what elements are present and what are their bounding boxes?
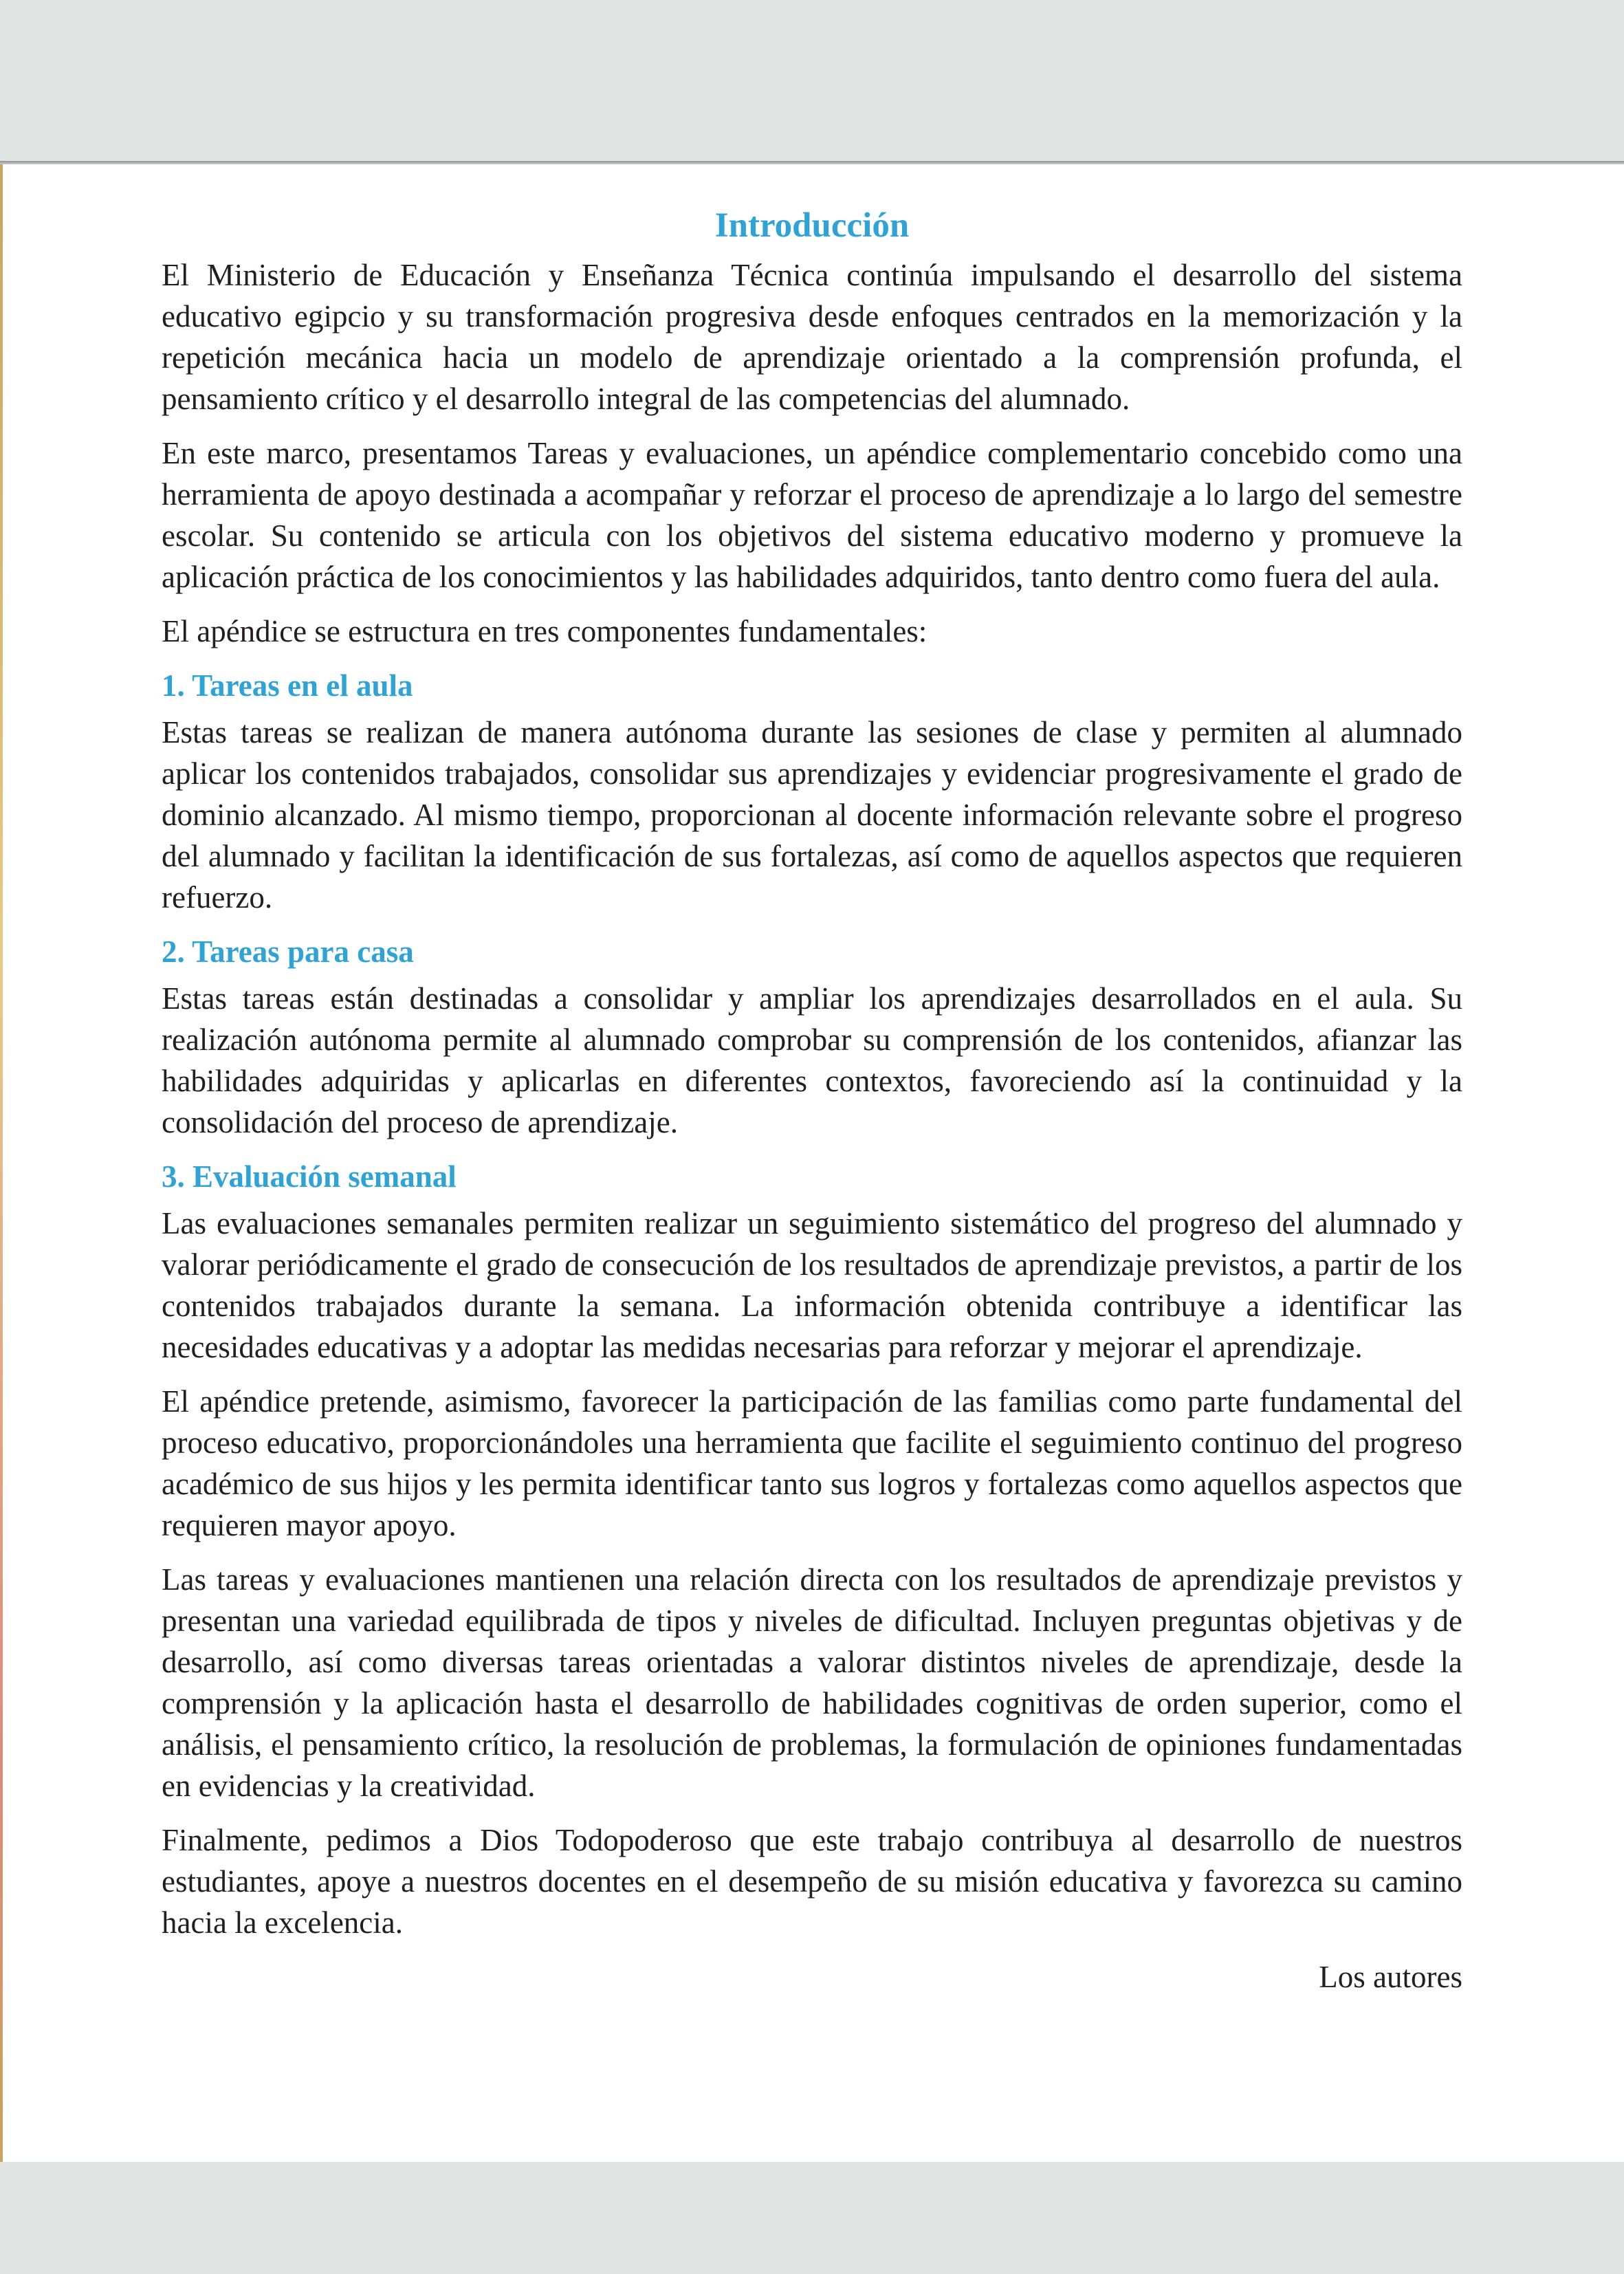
section-text-evaluacion-semanal: Las evaluaciones semanales permiten realizar un seguimiento sistemático del progreso del alumnado y valorar periódicamente el grado de consecución de los resultados de aprendizaje previstos, a partir de los contenidos trabajados durante la semana. La información obtenida contribuye a identificar las necesidades educativas y a adoptar las medidas necesarias para reforzar y mejorar el aprendizaje.: [162, 1206, 1462, 1364]
closing-paragraph: Finalmente, pedimos a Dios Todopoderoso que este trabajo contribuya al desarrollo de nuestros estudiantes, apoye a nuestros docentes en el desempeño de su misión educativa y favorezca su camino hacia la excelencia.: [162, 1823, 1462, 1940]
page-top-edge: [0, 161, 1624, 164]
intro-paragraph: El apéndice se estructura en tres componentes fundamentales:: [162, 614, 928, 648]
page-title: Introducción: [714, 206, 910, 245]
section-heading-evaluacion-semanal: 3. Evaluación semanal: [162, 1159, 457, 1194]
section-text-tareas-casa: Estas tareas están destinadas a consolidar y ampliar los aprendizajes desarrollados en el aula. Su realización autónoma permite al alumnado comprobar su comprensión de los contenidos, afianzar las habilidades adquiridas y aplicarlas en diferentes contextos, favoreciendo así la continuidad y la consolidación del proceso de aprendizaje.: [162, 981, 1462, 1139]
section-heading-tareas-casa: 2. Tareas para casa: [162, 934, 414, 969]
bottom-margin-band: [0, 2162, 1624, 2274]
signature: Los autores: [1319, 1960, 1462, 1994]
closing-paragraph: El apéndice pretende, asimismo, favorecer la participación de las familias como parte fundamental del proceso educativo, proporcionándoles una herramienta que facilite el seguimiento continuo del progreso académico de sus hijos y les permita identificar tanto sus logros y fortalezas como aquellos aspectos que requieren mayor apoyo.: [162, 1384, 1462, 1542]
section-text-tareas-aula: Estas tareas se realizan de manera autónoma durante las sesiones de clase y permiten al alumnado aplicar los contenidos trabajados, consolidar sus aprendizajes y evidenciar progresivamente el grado de dominio alcanzado. Al mismo tiempo, proporcionan al docente información relevante sobre el progreso del alumnado y facilitan la identificación de sus fortalezas, así como de aquellos aspectos que requieren refuerzo.: [162, 715, 1462, 915]
top-margin-band: [0, 0, 1624, 161]
intro-paragraph: En este marco, presentamos Tareas y evaluaciones, un apéndice complementario concebido como una herramienta de apoyo destinada a acompañar y reforzar el proceso de aprendizaje a lo largo del semestre escolar. Su contenido se articula con los objetivos del sistema educativo moderno y promueve la aplicación práctica de los conocimientos y las habilidades adquiridos, tanto dentro como fuera del aula.: [162, 436, 1462, 594]
section-heading-tareas-aula: 1. Tareas en el aula: [162, 668, 413, 703]
page-content: [162, 201, 1462, 1998]
page-left-edge: [0, 164, 3, 2162]
intro-paragraph: El Ministerio de Educación y Enseñanza Técnica continúa impulsando el desarrollo del sistema educativo egipcio y su transformación progresiva desde enfoques centrados en la memorización y la repetición mecánica hacia un modelo de aprendizaje orientado a la comprensión profunda, el pensamiento crítico y el desarrollo integral de las competencias del alumnado.: [162, 258, 1462, 416]
closing-paragraph: Las tareas y evaluaciones mantienen una relación directa con los resultados de aprendizaje previstos y presentan una variedad equilibrada de tipos y niveles de dificultad. Incluyen preguntas objetivas y de desarrollo, así como diversas tareas orientadas a valorar distintos niveles de aprendizaje, desde la comprensión y la aplicación hasta el desarrollo de habilidades cognitivas de orden superior, como el análisis, el pensamiento crítico, la resolución de problemas, la formulación de opiniones fundamentadas en evidencias y la creatividad.: [162, 1562, 1462, 1803]
